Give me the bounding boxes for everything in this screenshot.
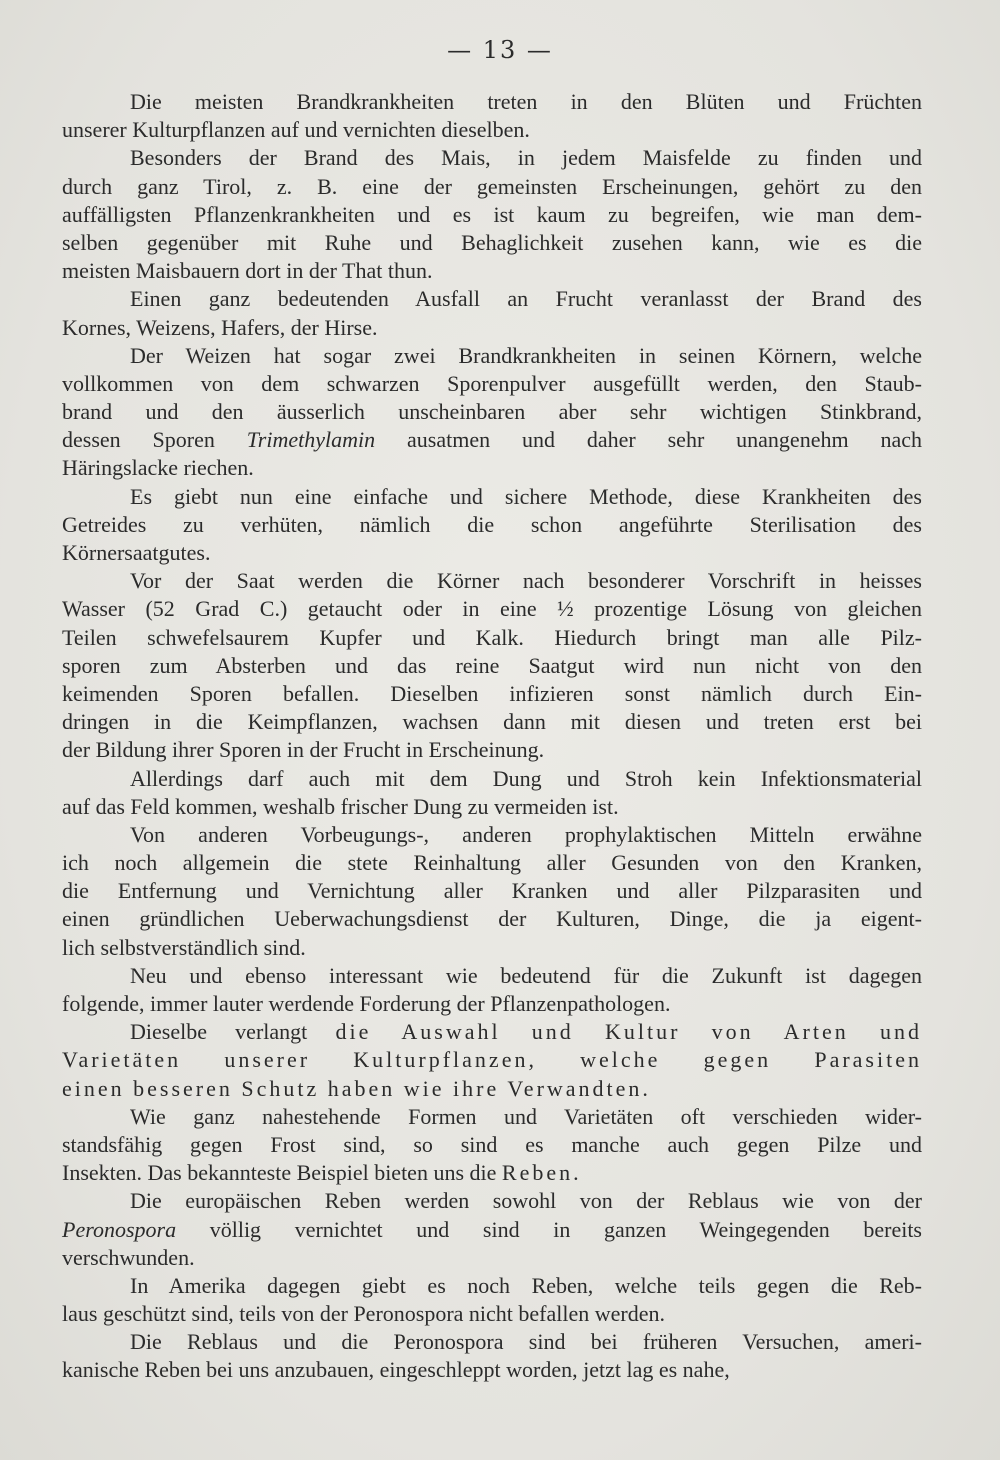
- paragraph: [62, 567, 922, 764]
- text-line: meisten Maisbauern dort in der That thun.: [62, 258, 433, 284]
- text-run: Insekten. Das bekannteste Beispiel bieten uns die: [62, 1160, 502, 1186]
- paragraph: [62, 1328, 922, 1384]
- text-run: Dieselbe verlangt: [130, 1019, 336, 1045]
- text-line: durch ganz Tirol, z. B. eine der gemeinsten Erscheinungen, gehört zu den: [62, 173, 922, 199]
- italic-term: Peronospora: [62, 1216, 177, 1242]
- paragraph: [62, 962, 922, 1018]
- text-line: Die europäischen Reben werden sowohl von der Reblaus wie von der: [130, 1188, 922, 1214]
- body-text: [62, 88, 922, 1385]
- text-run: ausatmen und daher sehr unangenehm nach: [375, 427, 922, 453]
- text-line: der Bildung ihrer Sporen in der Frucht in Erscheinung.: [62, 737, 545, 763]
- text-run: dessen Sporen: [62, 427, 247, 453]
- spaced-emphasis: einen besseren Schutz haben wie ihre Verwandten.: [62, 1075, 651, 1101]
- text-line: brand und den äusserlich unscheinbaren aber sehr wichtigen Stinkbrand,: [62, 399, 922, 425]
- text-line: auf das Feld kommen, weshalb frischer Dung zu vermeiden ist.: [62, 793, 619, 819]
- text-run: völlig vernichtet und sind in ganzen Weingegenden bereits: [176, 1216, 922, 1242]
- paragraph: [62, 1272, 922, 1328]
- paragraph: [62, 285, 922, 341]
- text-line: die Entfernung und Vernichtung aller Kranken und aller Pilzparasiten und: [62, 878, 922, 904]
- text-line: einen gründlichen Ueberwachungsdienst der Kulturen, Dinge, die ja eigent-: [62, 906, 922, 932]
- text-line: Es giebt nun eine einfache und sichere Methode, diese Krankheiten des: [130, 483, 922, 509]
- text-line: In Amerika dagegen giebt es noch Reben, welche teils gegen die Reb-: [130, 1272, 922, 1298]
- paragraph: [62, 821, 922, 962]
- text-line: Neu und ebenso interessant wie bedeutend für die Zukunft ist dagegen: [130, 962, 922, 988]
- spaced-emphasis: die Auswahl und Kultur von Arten und: [335, 1019, 922, 1045]
- paragraph: [62, 765, 922, 821]
- paragraph: [62, 1187, 922, 1272]
- text-line: kanische Reben bei uns anzubauen, eingeschleppt worden, jetzt lag es nahe,: [62, 1357, 730, 1383]
- page-number: — 13 —: [447, 36, 553, 64]
- text-line: Der Weizen hat sogar zwei Brandkrankheiten in seinen Körnern, welche: [130, 342, 922, 368]
- text-line: Die Reblaus und die Peronospora sind bei früheren Versuchen, ameri-: [130, 1329, 922, 1355]
- text-line: [62, 1018, 922, 1046]
- text-line: laus geschützt sind, teils von der Peronospora nicht befallen werden.: [62, 1301, 666, 1327]
- text-line: [62, 1216, 922, 1244]
- paragraph: [62, 1103, 922, 1188]
- paragraph: [62, 342, 922, 483]
- text-line: Allerdings darf auch mit dem Dung und Stroh kein Infektionsmaterial: [130, 765, 922, 791]
- text-line: [62, 1075, 922, 1103]
- paragraph: [62, 483, 922, 568]
- text-line: Die meisten Brandkrankheiten treten in den Blüten und Früchten: [130, 89, 922, 114]
- text-line: auffälligsten Pflanzenkrankheiten und es ist kaum zu begreifen, wie man dem-: [62, 201, 922, 227]
- text-line: Teilen schwefelsaurem Kupfer und Kalk. Hiedurch bringt man alle Pilz-: [62, 624, 922, 650]
- spaced-emphasis: Reben.: [501, 1160, 582, 1186]
- italic-term: Trimethylamin: [246, 427, 376, 453]
- text-line: [62, 1159, 922, 1187]
- spaced-emphasis: Varietäten unserer Kulturpflanzen, welche gegen Parasiten: [62, 1047, 922, 1073]
- text-line: standsfähig gegen Frost sind, so sind es manche auch gegen Pilze und: [62, 1131, 922, 1157]
- text-line: verschwunden.: [62, 1244, 195, 1270]
- text-line: [62, 426, 922, 454]
- paragraph: [62, 144, 922, 285]
- text-line: Wie ganz nahestehende Formen und Varietäten oft verschieden wider-: [130, 1103, 922, 1129]
- text-line: Wasser (52 Grad C.) getaucht oder in eine ½ prozentige Lösung von gleichen: [62, 596, 922, 622]
- paragraph: [62, 88, 922, 144]
- text-line: sporen zum Absterben und das reine Saatgut wird nun nicht von den: [62, 652, 922, 678]
- text-line: Besonders der Brand des Mais, in jedem Maisfelde zu finden und: [130, 145, 922, 171]
- text-line: [62, 1046, 922, 1074]
- text-line: ich noch allgemein die stete Reinhaltung aller Gesunden von den Kranken,: [62, 850, 922, 876]
- text-line: selben gegenüber mit Ruhe und Behaglichkeit zusehen kann, wie es die: [62, 229, 922, 255]
- text-line: lich selbstverständlich sind.: [62, 934, 306, 960]
- text-line: Einen ganz bedeutenden Ausfall an Frucht veranlasst der Brand des: [130, 286, 922, 312]
- text-line: Häringslacke riechen.: [62, 455, 254, 481]
- text-line: Getreides zu verhüten, nämlich die schon angeführte Sterilisation des: [62, 511, 922, 537]
- text-line: keimenden Sporen befallen. Dieselben infizieren sonst nämlich durch Ein-: [62, 680, 922, 706]
- text-line: unserer Kulturpflanzen auf und vernichten dieselben.: [62, 117, 530, 143]
- text-line: vollkommen von dem schwarzen Sporenpulver ausgefüllt werden, den Staub-: [62, 370, 922, 396]
- text-line: Von anderen Vorbeugungs-, anderen prophylaktischen Mitteln erwähne: [130, 821, 922, 847]
- paragraph: [62, 1018, 922, 1103]
- text-line: folgende, immer lauter werdende Forderung der Pflanzenpathologen.: [62, 991, 671, 1016]
- text-line: Kornes, Weizens, Hafers, der Hirse.: [62, 314, 378, 340]
- text-line: Körnersaatgutes.: [62, 540, 211, 565]
- text-line: Vor der Saat werden die Körner nach besonderer Vorschrift in heisses: [130, 568, 922, 594]
- text-line: dringen in die Keimpflanzen, wachsen dann mit diesen und treten erst bei: [62, 709, 922, 735]
